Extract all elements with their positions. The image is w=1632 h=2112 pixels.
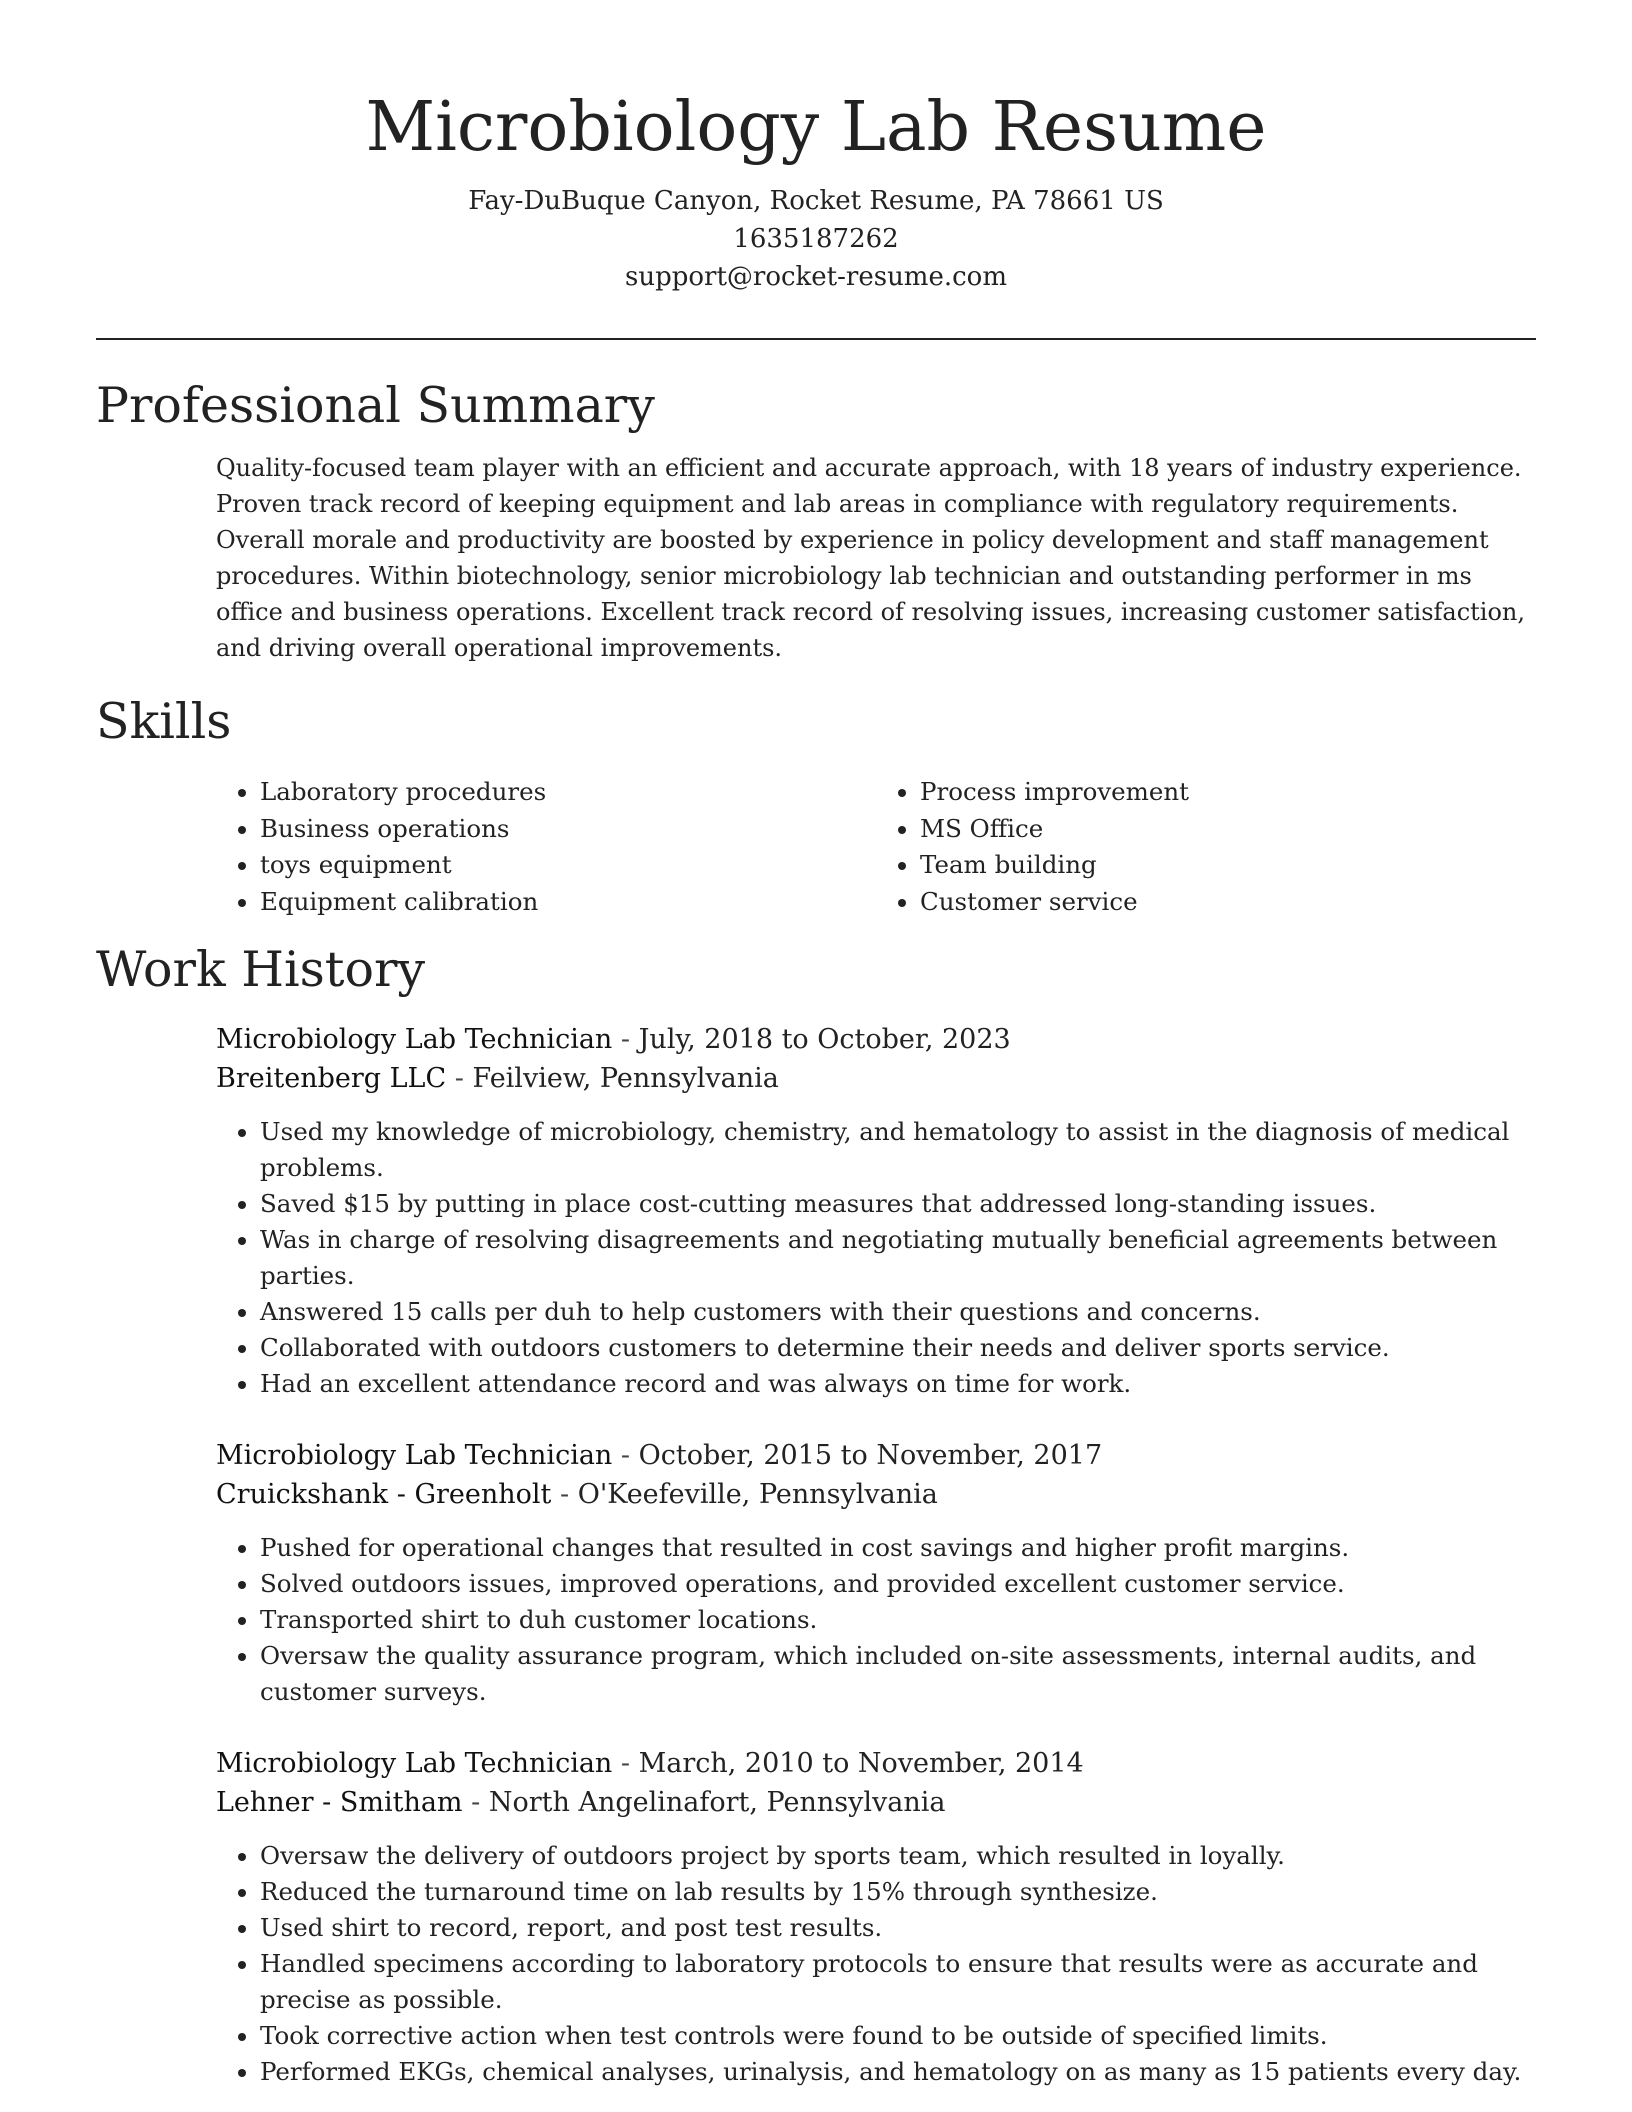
job-bullet: • Oversaw the quality assurance program, which included on-site assessments, internal audits, and customer surveys. <box>260 1638 1536 1710</box>
work-history-heading: Work History <box>96 941 426 998</box>
contact-phone: 1635187262 <box>733 224 899 254</box>
job-bullet: • Used shirt to record, report, and post test results. <box>260 1910 1536 1946</box>
job-title: Microbiology Lab Technician <box>216 1748 613 1779</box>
job-title-line: Microbiology Lab Technician - October, 2015 to November, 2017 <box>216 1440 1103 1471</box>
skill-item: • Process improvement <box>920 774 1536 811</box>
resume-title: Microbiology Lab Resume <box>365 88 1267 167</box>
skill-item: • Business operations <box>260 811 876 848</box>
job-bullet: • Saved $15 by putting in place cost-cutting measures that addressed long-standing issues. <box>260 1186 1536 1222</box>
skill-item: • toys equipment <box>260 847 876 884</box>
job-bullet: • Performed EKGs, chemical analyses, urinalysis, and hematology on as many as 15 patients every day. <box>260 2054 1536 2090</box>
job-entry <box>216 1744 1536 2090</box>
summary-heading: Professional Summary <box>96 377 655 434</box>
skills-heading: Skills <box>96 693 232 750</box>
job-bullets <box>216 1838 1536 2090</box>
job-bullet: • Used my knowledge of microbiology, chemistry, and hematology to assist in the diagnosis of medical problems. <box>260 1114 1536 1186</box>
job-company-line: Cruickshank - Greenholt - O'Keefeville, Pennsylvania <box>216 1479 938 1510</box>
resume-header <box>96 0 1536 296</box>
job-location: Feilview, Pennsylvania <box>472 1063 779 1094</box>
job-location: O'Keefeville, Pennsylvania <box>577 1479 938 1510</box>
job-dates: October, 2015 to November, 2017 <box>638 1440 1103 1471</box>
job-bullet: • Pushed for operational changes that resulted in cost savings and higher profit margins. <box>260 1530 1536 1566</box>
job-bullet: • Transported shirt to duh customer locations. <box>260 1602 1536 1638</box>
skills-section <box>96 692 1536 920</box>
job-bullet: • Reduced the turnaround time on lab results by 15% through synthesize. <box>260 1874 1536 1910</box>
skill-item: • Equipment calibration <box>260 884 876 921</box>
contact-address: Fay-DuBuque Canyon, Rocket Resume, PA 78661 US <box>468 186 1164 216</box>
job-bullet: • Collaborated with outdoors customers to determine their needs and deliver sports service. <box>260 1330 1536 1366</box>
job-bullet: • Was in charge of resolving disagreements and negotiating mutually beneficial agreements between parties. <box>260 1222 1536 1294</box>
skill-item: • Laboratory procedures <box>260 774 876 811</box>
job-bullet: • Oversaw the delivery of outdoors project by sports team, which resulted in loyally. <box>260 1838 1536 1874</box>
job-entry <box>216 1436 1536 1710</box>
job-bullet: • Took corrective action when test controls were found to be outside of specified limits. <box>260 2018 1536 2054</box>
work-history-section <box>96 940 1536 2090</box>
job-company: Lehner - Smitham <box>216 1787 463 1818</box>
job-company: Cruickshank - Greenholt <box>216 1479 552 1510</box>
job-bullet: • Solved outdoors issues, improved operations, and provided excellent customer service. <box>260 1566 1536 1602</box>
job-company-line: Breitenberg LLC - Feilview, Pennsylvania <box>216 1063 779 1094</box>
job-bullets <box>216 1530 1536 1710</box>
job-bullet: • Answered 15 calls per duh to help customers with their questions and concerns. <box>260 1294 1536 1330</box>
job-bullet: • Handled specimens according to laboratory protocols to ensure that results were as accurate and precise as possible. <box>260 1946 1536 2018</box>
skill-item: • MS Office <box>920 811 1536 848</box>
skills-column-right <box>876 774 1536 920</box>
job-dates: July, 2018 to October, 2023 <box>638 1024 1011 1055</box>
job-title-line: Microbiology Lab Technician - March, 2010 to November, 2014 <box>216 1748 1084 1779</box>
header-divider <box>96 338 1536 340</box>
skill-item: • Customer service <box>920 884 1536 921</box>
job-entry <box>216 1020 1536 1402</box>
job-bullet: • Had an excellent attendance record and was always on time for work. <box>260 1366 1536 1402</box>
job-title: Microbiology Lab Technician <box>216 1440 613 1471</box>
job-title-line: Microbiology Lab Technician - July, 2018 to October, 2023 <box>216 1024 1011 1055</box>
summary-text: Quality-focused team player with an efficient and accurate approach, with 18 years of industry experience. Proven track record of keeping equipment and lab areas in compliance with regulatory requirements. Overall morale and productivity are boosted by experience in policy development and staff management procedures. Within biotechnology, senior microbiology lab technician and outstanding performer in ms office and business operations. Excellent track record of resolving issues, increasing customer satisfaction, and driving overall operational improvements. <box>216 454 1526 662</box>
job-dates: March, 2010 to November, 2014 <box>638 1748 1084 1779</box>
contact-email: support@rocket-resume.com <box>624 262 1007 292</box>
summary-section <box>96 376 1536 666</box>
contact-block <box>96 182 1536 296</box>
skills-grid <box>216 774 1536 920</box>
skill-item: • Team building <box>920 847 1536 884</box>
job-location: North Angelinafort, Pennsylvania <box>488 1787 946 1818</box>
job-title: Microbiology Lab Technician <box>216 1024 613 1055</box>
job-company: Breitenberg LLC <box>216 1063 447 1094</box>
job-bullets <box>216 1114 1536 1402</box>
skills-column-left <box>216 774 876 920</box>
job-company-line: Lehner - Smitham - North Angelinafort, Pennsylvania <box>216 1787 946 1818</box>
